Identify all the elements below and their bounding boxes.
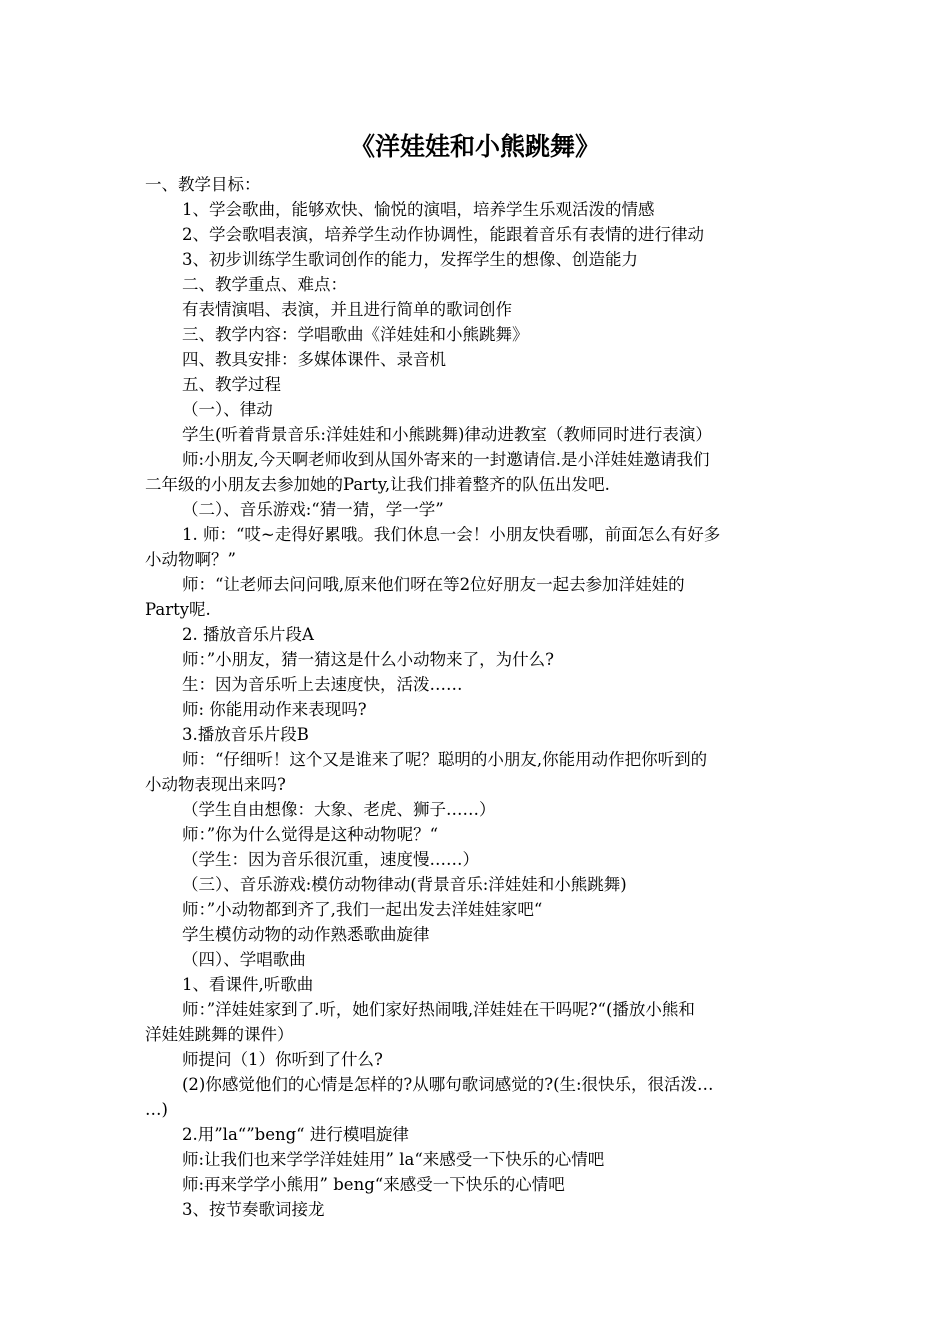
paragraph-line: 3、按节奏歌词接龙 [182, 1200, 325, 1219]
paragraph-line: 3.播放音乐片段B [182, 725, 309, 744]
subheading-learn-song: （四）、学唱歌曲 [182, 950, 306, 969]
paragraph-line: 学生(听着背景音乐:洋娃娃和小熊跳舞)律动进教室（教师同时进行表演） [182, 425, 712, 444]
paragraph-line: （学生：因为音乐很沉重，速度慢……） [182, 850, 479, 869]
heading-teaching-content: 三、教学内容：学唱歌曲《洋娃娃和小熊跳舞》 [182, 325, 529, 344]
subheading-animal-rhythm: （三）、音乐游戏:模仿动物律动(背景音乐:洋娃娃和小熊跳舞) [182, 875, 627, 894]
paragraph-line: 1. 师：“哎~走得好累哦。我们休息一会！小朋友快看哪，前面怎么有好多 [182, 525, 721, 544]
paragraph-line: 师：”洋娃娃家到了.听，她们家好热闹哦,洋娃娃在干吗呢?“(播放小熊和 [182, 1000, 695, 1019]
paragraph-line: 1、看课件,听歌曲 [182, 975, 314, 994]
paragraph-line: 师: 你能用动作来表现吗? [182, 700, 367, 719]
paragraph-line: 2.用”la“”beng“ 进行模唱旋律 [182, 1125, 409, 1144]
heading-teaching-goals: 一、教学目标： [145, 175, 261, 194]
paragraph-line: 3、初步训练学生歌词创作的能力，发挥学生的想像、创造能力 [182, 250, 638, 269]
paragraph-line: 师：”小动物都到齐了,我们一起出发去洋娃娃家吧“ [182, 900, 543, 919]
subheading-rhythm: （一）、律动 [182, 400, 273, 419]
paragraph-line: （学生自由想像：大象、老虎、狮子……） [182, 800, 496, 819]
subheading-music-game: （二）、音乐游戏:“猜一猜，学一学” [182, 500, 444, 519]
heading-teaching-aids: 四、教具安排：多媒体课件、录音机 [182, 350, 446, 369]
heading-teaching-process: 五、教学过程 [182, 375, 281, 394]
paragraph-line: 师提问（1）你听到了什么? [182, 1050, 383, 1069]
paragraph-line: 洋娃娃跳舞的课件） [145, 1025, 294, 1044]
paragraph-line: 师:小朋友,今天啊老师收到从国外寄来的一封邀请信.是小洋娃娃邀请我们 [182, 450, 710, 469]
paragraph-line: 学生模仿动物的动作熟悉歌曲旋律 [182, 925, 430, 944]
paragraph-line: 小动物表现出来吗? [145, 775, 286, 794]
paragraph-line: 2. 播放音乐片段A [182, 625, 314, 644]
paragraph-line: 1、学会歌曲，能够欢快、愉悦的演唱，培养学生乐观活泼的情感 [182, 200, 655, 219]
paragraph-line: 师:让我们也来学学洋娃娃用” la“来感受一下快乐的心情吧 [182, 1150, 605, 1169]
paragraph-line: 师:再来学学小熊用” beng“来感受一下快乐的心情吧 [182, 1175, 565, 1194]
paragraph-line: 师：“仔细听！这个又是谁来了呢？聪明的小朋友,你能用动作把你听到的 [182, 750, 708, 769]
paragraph-line: 小动物啊？” [145, 550, 236, 569]
paragraph-line: 有表情演唱、表演，并且进行简单的歌词创作 [182, 300, 512, 319]
paragraph-line: 二年级的小朋友去参加她的Party,让我们排着整齐的队伍出发吧. [145, 475, 610, 494]
paragraph-line: 师：”小朋友，猜一猜这是什么小动物来了，为什么? [182, 650, 555, 669]
document-title: 《洋娃娃和小熊跳舞》 [349, 132, 600, 161]
paragraph-line: Party呢. [145, 600, 211, 619]
heading-key-points: 二、教学重点、难点： [182, 275, 347, 294]
paragraph-line: 师：“让老师去问问哦,原来他们呀在等2位好朋友一起去参加洋娃娃的 [182, 575, 685, 594]
paragraph-line: 生：因为音乐听上去速度快，活泼…… [182, 675, 463, 694]
paragraph-line: 师：”你为什么觉得是这种动物呢？“ [182, 825, 439, 844]
paragraph-line: (2)你感觉他们的心情是怎样的?从哪句歌词感觉的?(生:很快乐，很活泼… [182, 1075, 714, 1094]
paragraph-line: …) [145, 1100, 168, 1119]
paragraph-line: 2、学会歌唱表演，培养学生动作协调性，能跟着音乐有表情的进行律动 [182, 225, 704, 244]
